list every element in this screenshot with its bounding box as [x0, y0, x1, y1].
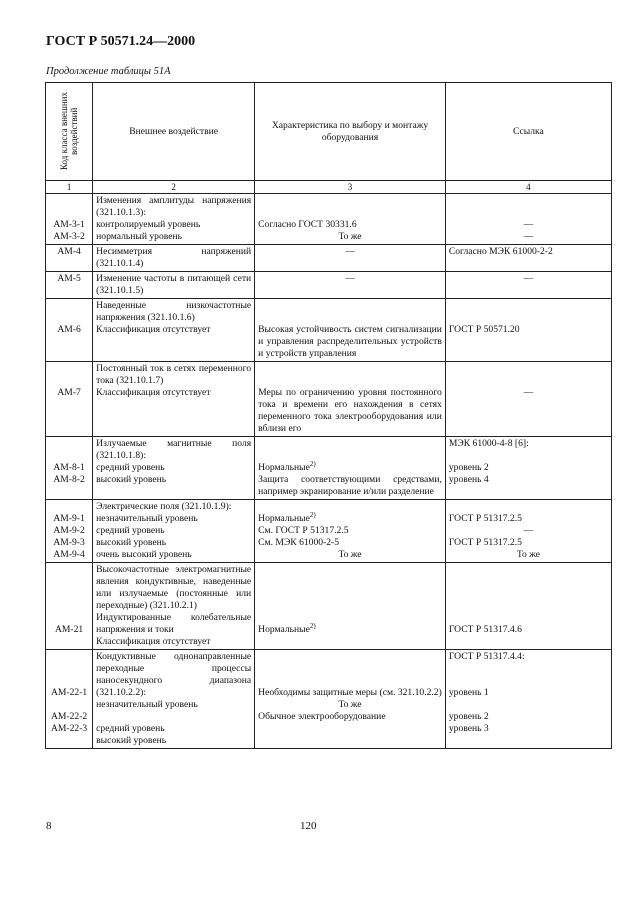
reference: — — [523, 231, 534, 242]
reference-cell — [445, 194, 611, 245]
footnote-mark: 2) — [309, 510, 316, 519]
reference-cell: — — [445, 272, 611, 299]
characteristic-cell — [255, 299, 446, 362]
characteristic-cell — [255, 437, 446, 500]
effect-cell: Несимметрия напряжений (321.10.1.4) — [93, 245, 255, 272]
reference-cell — [445, 563, 611, 650]
characteristic-cell — [255, 362, 446, 437]
characteristic: Нормальные$^{2)}$ — [258, 510, 316, 524]
code: AM-9-4 — [53, 549, 85, 560]
characteristic-cell — [255, 500, 446, 563]
characteristic-cell — [255, 194, 446, 245]
effect-heading: Электрические поля (321.10.1.9): — [96, 501, 232, 512]
characteristic: Меры по ограничению уровня постоянного тока и времени его нахождения в сетях переменного тока электрооборудования или вблизи его — [258, 387, 442, 434]
characteristic: То же — [338, 699, 362, 710]
reference: ГОСТ Р 51317.4.6 — [448, 624, 522, 635]
code-cell: AM-4 — [46, 245, 93, 272]
table-row-am6 — [46, 299, 612, 362]
code: AM-9-3 — [53, 537, 85, 548]
effect-cell — [93, 563, 255, 650]
table-row-am3 — [46, 194, 612, 245]
code: AM-8-1 — [53, 462, 85, 473]
code-cell — [46, 437, 93, 500]
reference-heading: ГОСТ Р 51317.4.4: — [448, 651, 525, 662]
characteristic-cell: — — [255, 272, 446, 299]
code: AM-7 — [57, 387, 81, 398]
effect: очень высокий уровень — [96, 549, 192, 560]
table-row-am22 — [46, 650, 612, 749]
reference: — — [523, 387, 534, 398]
characteristic: Высокая устойчивость систем сигнализации и управления распределительных устройств и устройств управления — [258, 324, 442, 359]
column-number: 4 — [445, 181, 611, 194]
code: AM-9-1 — [53, 513, 85, 524]
code: AM-8-2 — [53, 474, 85, 485]
document-title: ГОСТ Р 50571.24—2000 — [46, 34, 196, 49]
effect: незначительный уровень — [96, 699, 198, 710]
effect-cell — [93, 437, 255, 500]
column-header-code: Код класса внешних воздействий — [46, 83, 93, 181]
reference: уровень 3 — [448, 723, 489, 734]
effect-heading: Изменения амплитуды напряжения (321.10.1.3): — [96, 195, 252, 218]
reference: — — [523, 525, 534, 536]
table-51a — [45, 82, 612, 749]
effect: Индуктированные колебательные напряжения и токи — [96, 612, 252, 635]
effect-cell — [93, 650, 255, 749]
column-header-reference: Ссылка — [445, 83, 611, 181]
code-cell — [46, 362, 93, 437]
characteristic: Согласно ГОСТ 30331.6 — [258, 219, 357, 230]
effect-heading: Наведенные низкочастотные напряжения (321.10.1.6) — [96, 300, 252, 323]
reference-cell: Согласно МЭК 61000-2-2 — [445, 245, 611, 272]
effect: средний уровень — [96, 462, 165, 473]
characteristic: Защита соответствующими средствами, например экранирование и/или разделение — [258, 474, 442, 497]
characteristic-cell — [255, 563, 446, 650]
characteristic-cell: — — [255, 245, 446, 272]
reference: То же — [516, 549, 540, 560]
column-number: 3 — [255, 181, 446, 194]
effect: нормальный уровень — [96, 231, 182, 242]
reference-heading: МЭК 61000-4-8 [6]: — [448, 438, 529, 449]
table-row-am9 — [46, 500, 612, 563]
effect: средний уровень — [96, 723, 165, 734]
characteristic: См. ГОСТ Р 51317.2.5 — [258, 525, 349, 536]
reference: уровень 2 — [448, 711, 489, 722]
code: AM-21 — [54, 624, 84, 635]
reference-cell — [445, 500, 611, 563]
code: AM-3-2 — [53, 231, 85, 242]
column-number-row — [46, 181, 612, 194]
reference-cell — [445, 299, 611, 362]
column-header-characteristic: Характеристика по выбору и монтажу оборудования — [255, 83, 446, 181]
characteristic: То же — [338, 231, 362, 242]
code: AM-9-2 — [53, 525, 85, 536]
reference: ГОСТ Р 50571.20 — [448, 324, 520, 335]
reference: уровень 1 — [448, 687, 489, 698]
characteristic: См. МЭК 61000-2-5 — [258, 537, 340, 548]
code: AM-22-3 — [50, 723, 88, 734]
reference-cell — [445, 650, 611, 749]
table-row-am8 — [46, 437, 612, 500]
effect: высокий уровень — [96, 474, 167, 485]
reference-cell — [445, 437, 611, 500]
effect: средний уровень — [96, 525, 165, 536]
code-cell — [46, 650, 93, 749]
code-cell: AM-5 — [46, 272, 93, 299]
table-row-am4 — [46, 245, 612, 272]
effect: контролируемый уровень — [96, 219, 201, 230]
reference: — — [523, 219, 534, 230]
column-number: 2 — [93, 181, 255, 194]
column-header-effect: Внешнее воздействие — [93, 83, 255, 181]
reference-cell — [445, 362, 611, 437]
effect-cell — [93, 500, 255, 563]
characteristic: Нормальные$^{2)}$ — [258, 621, 316, 635]
code-cell — [46, 194, 93, 245]
page-number: 120 — [300, 820, 317, 832]
effect-heading: Высокочастотные электромагнитные явления кондуктивные, наведенные или излучаемые (постоянные или переходные) (321.10.2.1) — [96, 564, 252, 611]
table-row-am7 — [46, 362, 612, 437]
effect-cell — [93, 362, 255, 437]
characteristic: Нормальные$^{2)}$ — [258, 459, 316, 473]
code: AM-22-1 — [50, 687, 88, 698]
code: AM-3-1 — [53, 219, 85, 230]
code-cell — [46, 299, 93, 362]
footnote-mark: 2) — [309, 621, 316, 630]
reference: ГОСТ Р 51317.2.5 — [448, 537, 522, 548]
characteristic-cell — [255, 650, 446, 749]
reference: ГОСТ Р 51317.2.5 — [448, 513, 522, 524]
footnote-mark: 2) — [309, 459, 316, 468]
column-number: 1 — [46, 181, 93, 194]
code-cell — [46, 500, 93, 563]
code: AM-22-2 — [50, 711, 88, 722]
reference: уровень 2 — [448, 462, 489, 473]
effect-cell — [93, 194, 255, 245]
table-row-am21 — [46, 563, 612, 650]
table-row-am5 — [46, 272, 612, 299]
characteristic: То же — [338, 549, 362, 560]
effect: Классификация отсутствует — [96, 324, 211, 335]
characteristic: Обычное электрооборудование — [258, 711, 386, 722]
reference: уровень 4 — [448, 474, 489, 485]
effect-heading: Кондуктивные однонаправленные переходные процессы наносекундного диапазона (321.10.2.2): — [96, 651, 252, 698]
effect: Классификация отсутствует — [96, 387, 211, 398]
footer-section-number: 8 — [46, 820, 52, 832]
characteristic: Необходимы защитные меры (см. 321.10.2.2) — [258, 687, 442, 698]
effect-heading: Излучаемые магнитные поля (321.10.1.8): — [96, 438, 252, 461]
code: AM-6 — [57, 324, 81, 335]
effect-heading: Постоянный ток в сетях переменного тока (321.10.1.7) — [96, 363, 252, 386]
table-continuation-caption: Продолжение таблицы 51А — [46, 66, 171, 77]
table-header-row — [46, 83, 612, 181]
effect: высокий уровень — [96, 735, 167, 746]
effect-note: Классификация отсутствует — [96, 636, 211, 647]
effect-cell — [93, 299, 255, 362]
effect-cell: Изменение частоты в питающей сети (321.10.1.5) — [93, 272, 255, 299]
effect: высокий уровень — [96, 537, 167, 548]
code-cell — [46, 563, 93, 650]
effect: незначительный уровень — [96, 513, 198, 524]
